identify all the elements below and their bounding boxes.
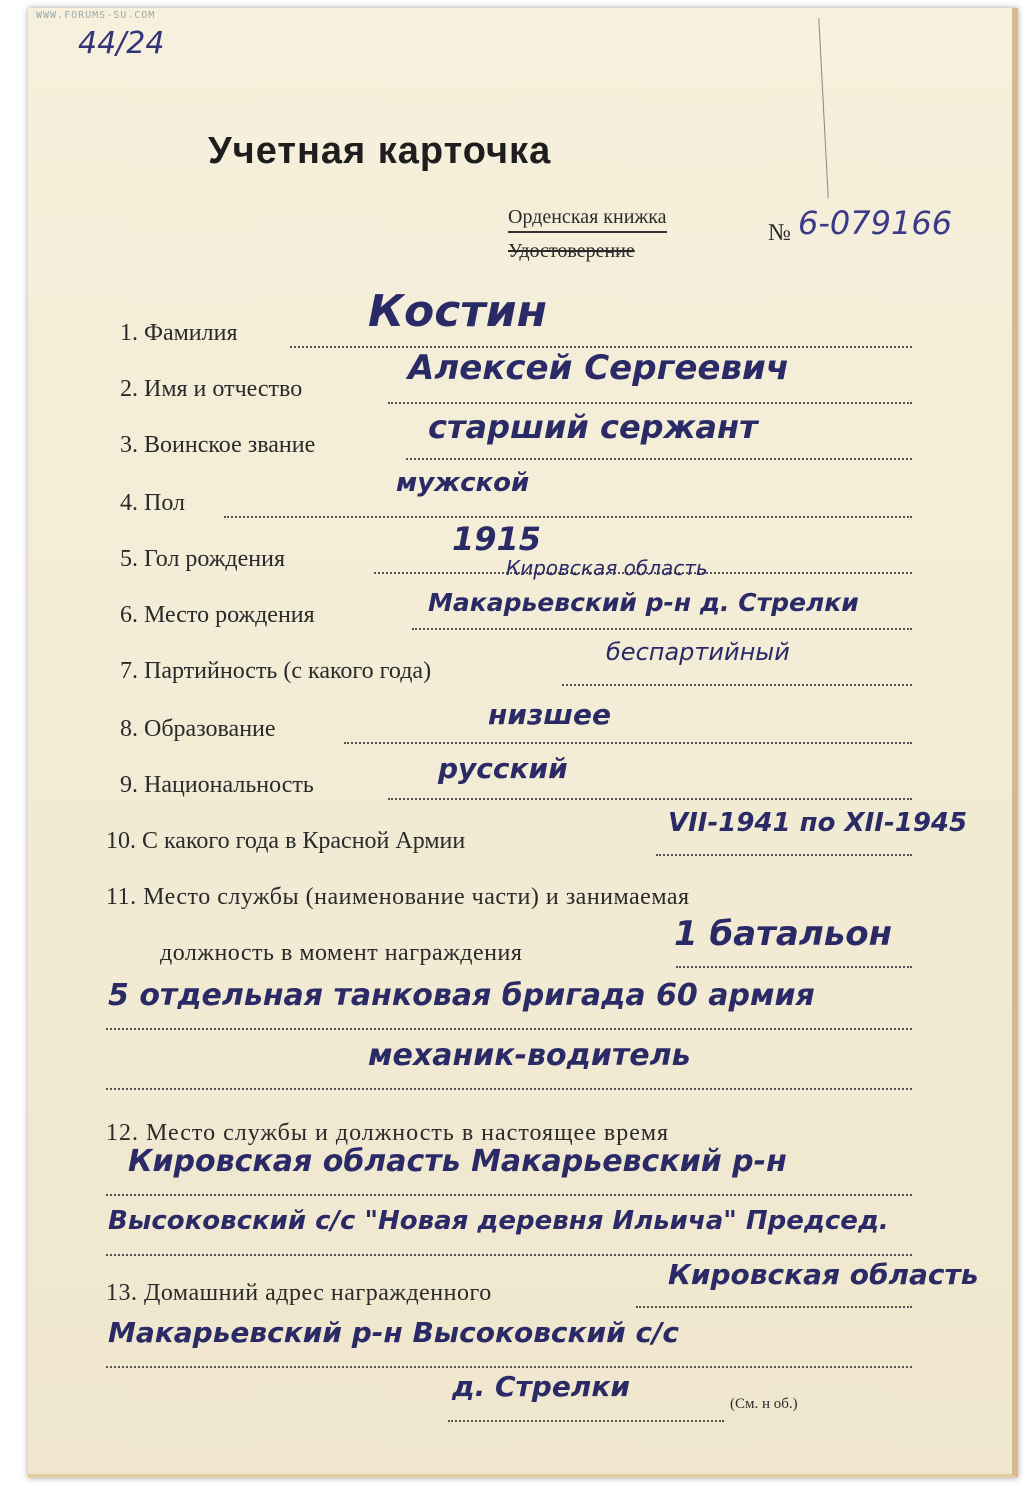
field-label-service-position: должность в момент награждения <box>160 940 523 966</box>
field-value-home-village: д. Стрелки <box>452 1370 630 1403</box>
pencil-mark <box>818 18 828 198</box>
number-label: № <box>768 220 791 246</box>
field-label-service-place: 11. Место службы (наименование части) и занимаемая <box>106 884 690 910</box>
doc-type-certificate: Удостоверение <box>508 240 635 262</box>
page-title: Учетная карточка <box>208 130 552 172</box>
field-value-position: механик-водитель <box>368 1038 691 1073</box>
field-value-name: Алексей Сергеевич <box>408 348 790 388</box>
field-value-birth-region: Кировская область <box>506 556 708 580</box>
field-label-birth-year: 5. Гол рождения <box>120 546 285 572</box>
award-record-card <box>28 8 1018 1478</box>
order-book-number: 6-079166 <box>798 204 953 242</box>
field-label-name: 2. Имя и отчество <box>120 376 303 402</box>
field-value-sex: мужской <box>396 468 530 498</box>
field-value-birthplace: Макарьевский р-н д. Стрелки <box>428 588 859 617</box>
corner-note: 44/24 <box>78 26 165 61</box>
field-value-brigade: 5 отдельная танковая бригада 60 армия <box>108 978 815 1013</box>
footnote: (См. н об.) <box>730 1396 798 1412</box>
field-value-education: низшее <box>488 698 611 731</box>
field-value-army-since: VII-1941 по XII-1945 <box>668 808 968 838</box>
field-label-army-since: 10. С какого года в Красной Армии <box>106 828 466 854</box>
field-value-rank: старший сержант <box>428 408 758 446</box>
field-label-rank: 3. Воинское звание <box>120 432 316 458</box>
field-value-battalion: 1 батальон <box>674 914 893 954</box>
field-value-party: беспартийный <box>606 638 790 666</box>
doc-type-order-book: Орденская книжка <box>508 206 667 233</box>
field-label-home-address: 13. Домашний адрес награжденного <box>106 1280 492 1306</box>
watermark: WWW.FORUMS-SU.COM <box>36 10 156 21</box>
field-label-birthplace: 6. Место рождения <box>120 602 315 628</box>
field-label-education: 8. Образование <box>120 716 276 742</box>
field-value-nationality: русский <box>438 752 568 785</box>
field-label-sex: 4. Пол <box>120 490 185 516</box>
field-label-current-service: 12. Место службы и должность в настоящее время <box>106 1120 670 1146</box>
field-label-party: 7. Партийность (с какого года) <box>120 658 432 684</box>
field-value-current-region: Кировская область Макарьевский р-н <box>128 1144 787 1179</box>
field-value-surname: Костин <box>368 286 548 337</box>
field-value-home-region: Кировская область <box>668 1258 979 1291</box>
field-label-surname: 1. Фамилия <box>120 320 238 346</box>
field-value-current-position: Высоковский с/с "Новая деревня Ильича" Председ. <box>108 1206 889 1236</box>
field-value-birth-year: 1915 <box>452 520 542 558</box>
field-label-nationality: 9. Национальность <box>120 772 314 798</box>
field-value-home-district: Макарьевский р-н Высоковский с/с <box>108 1316 679 1349</box>
